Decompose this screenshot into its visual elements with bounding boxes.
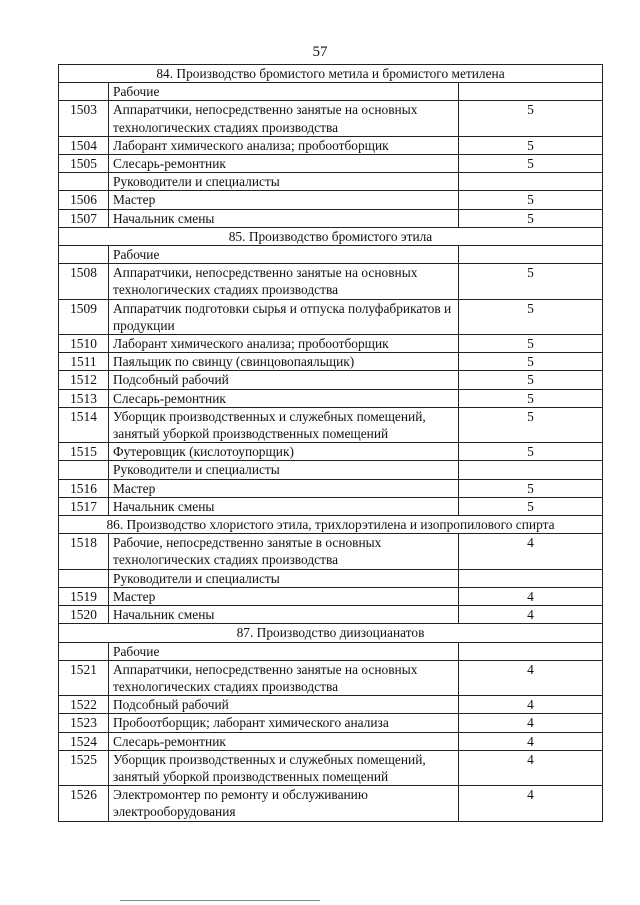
- group-value-cell: [459, 83, 603, 101]
- group-value-cell: [459, 173, 603, 191]
- row-profession: Футеровщик (кислотоупорщик): [109, 443, 459, 461]
- section-row: [59, 516, 603, 534]
- row-code: 1510: [59, 335, 109, 353]
- table-row: [59, 407, 603, 442]
- table-row: [59, 714, 603, 732]
- group-code-cell: [59, 569, 109, 587]
- row-profession: Мастер: [109, 479, 459, 497]
- table-row: [59, 353, 603, 371]
- row-profession: Аппаратчик подготовки сырья и отпуска полуфабрикатов и продукции: [109, 299, 459, 334]
- section-row: [59, 65, 603, 83]
- row-value: 4: [459, 714, 603, 732]
- row-value: 4: [459, 750, 603, 785]
- row-profession: Уборщик производственных и служебных помещений, занятый уборкой производственных помещений: [109, 750, 459, 785]
- table-row: [59, 335, 603, 353]
- row-code: 1522: [59, 696, 109, 714]
- table-row: [59, 696, 603, 714]
- row-profession: Слесарь-ремонтник: [109, 155, 459, 173]
- row-code: 1512: [59, 371, 109, 389]
- row-code: 1506: [59, 191, 109, 209]
- row-code: 1521: [59, 660, 109, 695]
- row-value: 4: [459, 606, 603, 624]
- group-code-cell: [59, 246, 109, 264]
- row-code: 1513: [59, 389, 109, 407]
- row-profession: Начальник смены: [109, 209, 459, 227]
- row-value: 5: [459, 136, 603, 154]
- group-label: Руководители и специалисты: [109, 173, 459, 191]
- row-profession: Мастер: [109, 191, 459, 209]
- group-label: Рабочие: [109, 642, 459, 660]
- section-row: [59, 227, 603, 245]
- row-code: 1504: [59, 136, 109, 154]
- row-code: 1515: [59, 443, 109, 461]
- row-profession: Паяльщик по свинцу (свинцовопаяльщик): [109, 353, 459, 371]
- row-value: 4: [459, 696, 603, 714]
- section-title: 85. Производство бромистого этила: [59, 227, 603, 245]
- group-label: Рабочие: [109, 246, 459, 264]
- row-value: 5: [459, 443, 603, 461]
- table-row: [59, 443, 603, 461]
- table-row: [59, 101, 603, 136]
- section-title: 87. Производство диизоцианатов: [59, 624, 603, 642]
- table-row: [59, 534, 603, 569]
- table-row: [59, 264, 603, 299]
- group-row: [59, 83, 603, 101]
- row-value: 5: [459, 264, 603, 299]
- group-label: Руководители и специалисты: [109, 569, 459, 587]
- group-row: [59, 569, 603, 587]
- group-row: [59, 173, 603, 191]
- section-title: 86. Производство хлористого этила, трихлорэтилена и изопропилового спирта: [59, 516, 603, 534]
- row-code: 1526: [59, 786, 109, 821]
- row-value: 4: [459, 660, 603, 695]
- row-code: 1518: [59, 534, 109, 569]
- row-profession: Лаборант химического анализа; пробоотборщик: [109, 335, 459, 353]
- row-code: 1514: [59, 407, 109, 442]
- row-code: 1519: [59, 587, 109, 605]
- table-row: [59, 371, 603, 389]
- table-row: [59, 155, 603, 173]
- row-code: 1511: [59, 353, 109, 371]
- row-profession: Рабочие, непосредственно занятые в основных технологических стадиях производства: [109, 534, 459, 569]
- row-code: 1507: [59, 209, 109, 227]
- row-profession: Электромонтер по ремонту и обслуживанию электрооборудования: [109, 786, 459, 821]
- row-code: 1503: [59, 101, 109, 136]
- row-profession: Аппаратчики, непосредственно занятые на основных технологических стадиях производства: [109, 264, 459, 299]
- row-code: 1525: [59, 750, 109, 785]
- table-row: [59, 299, 603, 334]
- page-number: 57: [312, 44, 328, 60]
- table-row: [59, 389, 603, 407]
- row-value: 5: [459, 191, 603, 209]
- group-value-cell: [459, 642, 603, 660]
- table-row: [59, 786, 603, 821]
- row-value: 5: [459, 479, 603, 497]
- row-code: 1520: [59, 606, 109, 624]
- row-value: 4: [459, 732, 603, 750]
- group-value-cell: [459, 461, 603, 479]
- row-profession: Подсобный рабочий: [109, 371, 459, 389]
- row-value: 5: [459, 497, 603, 515]
- row-profession: Уборщик производственных и служебных помещений, занятый уборкой производственных помещений: [109, 407, 459, 442]
- group-row: [59, 246, 603, 264]
- group-label: Руководители и специалисты: [109, 461, 459, 479]
- row-profession: Подсобный рабочий: [109, 696, 459, 714]
- group-code-cell: [59, 461, 109, 479]
- table-row: [59, 660, 603, 695]
- group-value-cell: [459, 569, 603, 587]
- row-code: 1524: [59, 732, 109, 750]
- table-row: [59, 497, 603, 515]
- row-value: 5: [459, 101, 603, 136]
- row-value: 4: [459, 786, 603, 821]
- group-code-cell: [59, 173, 109, 191]
- table-row: [59, 587, 603, 605]
- row-value: 4: [459, 534, 603, 569]
- row-code: 1508: [59, 264, 109, 299]
- table-row: [59, 136, 603, 154]
- row-value: 5: [459, 155, 603, 173]
- row-code: 1505: [59, 155, 109, 173]
- row-profession: Слесарь-ремонтник: [109, 732, 459, 750]
- row-code: 1523: [59, 714, 109, 732]
- row-code: 1517: [59, 497, 109, 515]
- row-value: 4: [459, 587, 603, 605]
- table-row: [59, 732, 603, 750]
- hazard-table: [58, 64, 603, 822]
- row-profession: Аппаратчики, непосредственно занятые на основных технологических стадиях производства: [109, 101, 459, 136]
- row-profession: Мастер: [109, 587, 459, 605]
- bottom-rule: [120, 900, 320, 901]
- row-value: 5: [459, 209, 603, 227]
- group-code-cell: [59, 83, 109, 101]
- row-profession: Начальник смены: [109, 497, 459, 515]
- table-body: [59, 65, 603, 822]
- table-row: [59, 606, 603, 624]
- table-row: [59, 479, 603, 497]
- row-code: 1509: [59, 299, 109, 334]
- group-code-cell: [59, 642, 109, 660]
- row-profession: Начальник смены: [109, 606, 459, 624]
- group-value-cell: [459, 246, 603, 264]
- row-profession: Слесарь-ремонтник: [109, 389, 459, 407]
- row-value: 5: [459, 353, 603, 371]
- row-code: 1516: [59, 479, 109, 497]
- group-label: Рабочие: [109, 83, 459, 101]
- row-profession: Пробоотборщик; лаборант химического анализа: [109, 714, 459, 732]
- group-row: [59, 642, 603, 660]
- row-profession: Лаборант химического анализа; пробоотборщик: [109, 136, 459, 154]
- table-row: [59, 191, 603, 209]
- table-row: [59, 750, 603, 785]
- row-value: 5: [459, 407, 603, 442]
- section-row: [59, 624, 603, 642]
- group-row: [59, 461, 603, 479]
- row-value: 5: [459, 335, 603, 353]
- section-title: 84. Производство бромистого метила и бромистого метилена: [59, 65, 603, 83]
- row-value: 5: [459, 371, 603, 389]
- row-value: 5: [459, 299, 603, 334]
- row-value: 5: [459, 389, 603, 407]
- table-row: [59, 209, 603, 227]
- row-profession: Аппаратчики, непосредственно занятые на основных технологических стадиях производства: [109, 660, 459, 695]
